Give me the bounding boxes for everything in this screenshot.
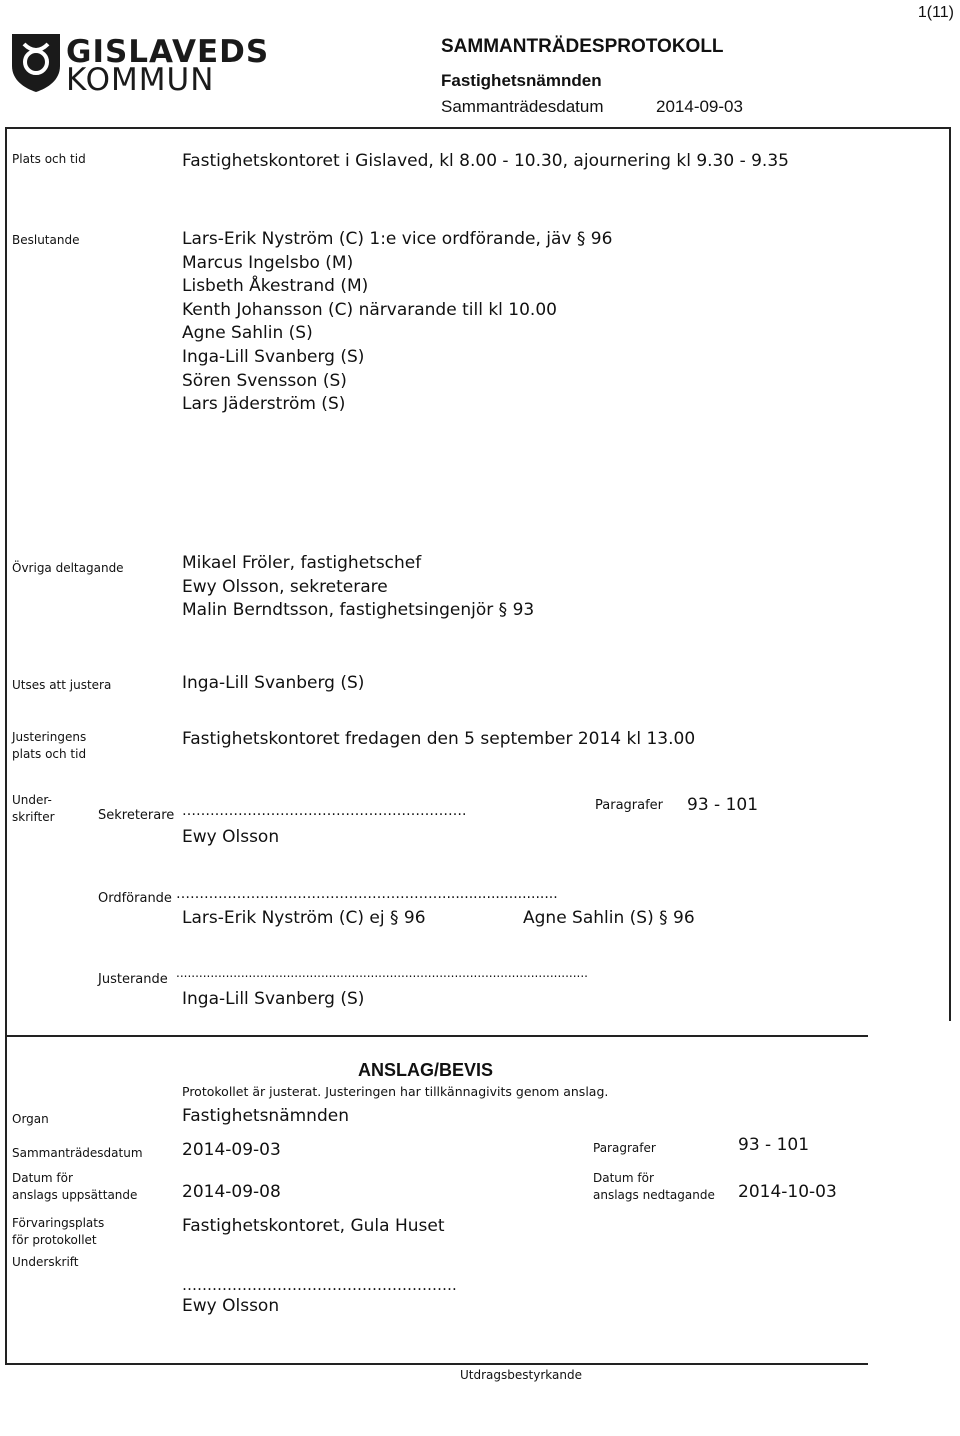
adjuster-label: Utses att justera: [12, 678, 112, 692]
signatures-label-line2: skrifter: [12, 810, 55, 824]
notice-separator-rule: [5, 1035, 868, 1037]
other-participants-label: Övriga deltagande: [12, 561, 124, 575]
committee-name: Fastighetsnämnden: [441, 71, 602, 90]
removed-date-label-line1: Datum för: [593, 1171, 654, 1185]
decision-member: Sören Svensson (S): [182, 370, 347, 391]
posted-date-label-line1: Datum för: [12, 1171, 73, 1185]
secretary-name: Ewy Olsson: [182, 827, 280, 847]
decision-member: Kenth Johansson (C) närvarande till kl 10.00: [182, 299, 557, 320]
storage-label-line2: för protokollet: [12, 1233, 97, 1247]
secretary-signature-line: …………………………………………………….: [182, 803, 467, 819]
meeting-date-label: Sammanträdesdatum: [441, 97, 604, 116]
decision-member: Lars Jäderström (S): [182, 394, 346, 415]
notice-signature-name: Ewy Olsson: [182, 1296, 280, 1316]
signatures-label-line1: Under-: [12, 793, 52, 807]
paragraphs-label: Paragrafer: [595, 798, 664, 813]
logo-line-1: GISLAVEDS: [66, 34, 270, 70]
place-value: Fastighetskontoret i Gislaved, kl 8.00 - 10.30, ajournering kl 9.30 - 9.35: [182, 151, 789, 171]
chair-signature-line: …………………………………………………..........................: [176, 886, 558, 902]
place-label: Plats och tid: [12, 152, 86, 166]
removed-date-value: 2014-10-03: [738, 1182, 837, 1202]
secretary-label: Sekreterare: [98, 808, 175, 823]
notice-paragraphs-value: 93 - 101: [738, 1135, 810, 1155]
bottom-rule: [5, 1363, 868, 1365]
adjuster-value: Inga-Lill Svanberg (S): [182, 673, 365, 693]
other-participants-list: [182, 552, 534, 623]
page-number: 1(11): [917, 4, 954, 21]
form-left-rule: [5, 127, 7, 1365]
decision-member: Lars-Erik Nyström (C) 1:e vice ordförande, jäv § 96: [182, 229, 613, 249]
form-top-rule: [5, 127, 949, 129]
notice-signature-line: ……………………………………………….: [182, 1276, 457, 1294]
signature-label: Underskrift: [12, 1255, 79, 1269]
certifier-label: Utdragsbestyrkande: [460, 1368, 582, 1382]
notice-date-value: 2014-09-03: [182, 1140, 281, 1160]
decision-member: Inga-Lill Svanberg (S): [182, 346, 365, 367]
posted-date-label-line2: anslags uppsättande: [12, 1188, 138, 1202]
notice-subtitle: Protokollet är justerat. Justeringen har tillkännagivits genom anslag.: [182, 1084, 609, 1099]
logo-line-2: KOMMUN: [66, 62, 215, 98]
other-participant: Malin Berndtsson, fastighetsingenjör § 93: [182, 600, 535, 621]
notice-paragraphs-label: Paragrafer: [593, 1141, 656, 1155]
decision-makers-list: [182, 228, 612, 417]
adjuster-signature-line: ............................................................................................................: [176, 966, 588, 980]
adjust-place-label-line1: Justeringens: [12, 730, 87, 744]
decision-member: Lisbeth Åkestrand (M): [182, 276, 369, 297]
decision-member: Agne Sahlin (S): [182, 323, 313, 344]
organ-value: Fastighetsnämnden: [182, 1106, 349, 1126]
chair-label: Ordförande: [98, 891, 172, 906]
posted-date-value: 2014-09-08: [182, 1182, 281, 1202]
storage-label-line1: Förvaringsplats: [12, 1216, 105, 1230]
notice-date-label: Sammanträdesdatum: [12, 1146, 143, 1160]
adjuster-signature-label: Justerande: [98, 972, 168, 987]
adjust-place-value: Fastighetskontoret fredagen den 5 september 2014 kl 13.00: [182, 729, 696, 749]
notice-title: ANSLAG/BEVIS: [358, 1060, 494, 1080]
municipality-logo: [10, 32, 270, 98]
organ-label: Organ: [12, 1112, 49, 1126]
storage-value: Fastighetskontoret, Gula Huset: [182, 1216, 445, 1236]
coat-of-arms-icon: [10, 32, 62, 92]
decision-member: Marcus Ingelsbo (M): [182, 252, 354, 273]
paragraphs-value: 93 - 101: [687, 795, 759, 815]
chair-name-1: Lars-Erik Nyström (C) ej § 96: [182, 908, 426, 928]
removed-date-label-line2: anslags nedtagande: [593, 1188, 715, 1202]
form-right-rule: [949, 127, 951, 1021]
meeting-date-value: 2014-09-03: [656, 97, 743, 116]
adjust-place-label-line2: plats och tid: [12, 747, 87, 761]
document-type: SAMMANTRÄDESPROTOKOLL: [441, 36, 724, 57]
other-participant: Ewy Olsson, sekreterare: [182, 576, 388, 597]
chair-name-2: Agne Sahlin (S) § 96: [523, 908, 695, 928]
adjuster-signature-name: Inga-Lill Svanberg (S): [182, 989, 365, 1009]
other-participant: Mikael Fröler, fastighetschef: [182, 553, 422, 573]
decision-makers-label: Beslutande: [12, 233, 80, 247]
